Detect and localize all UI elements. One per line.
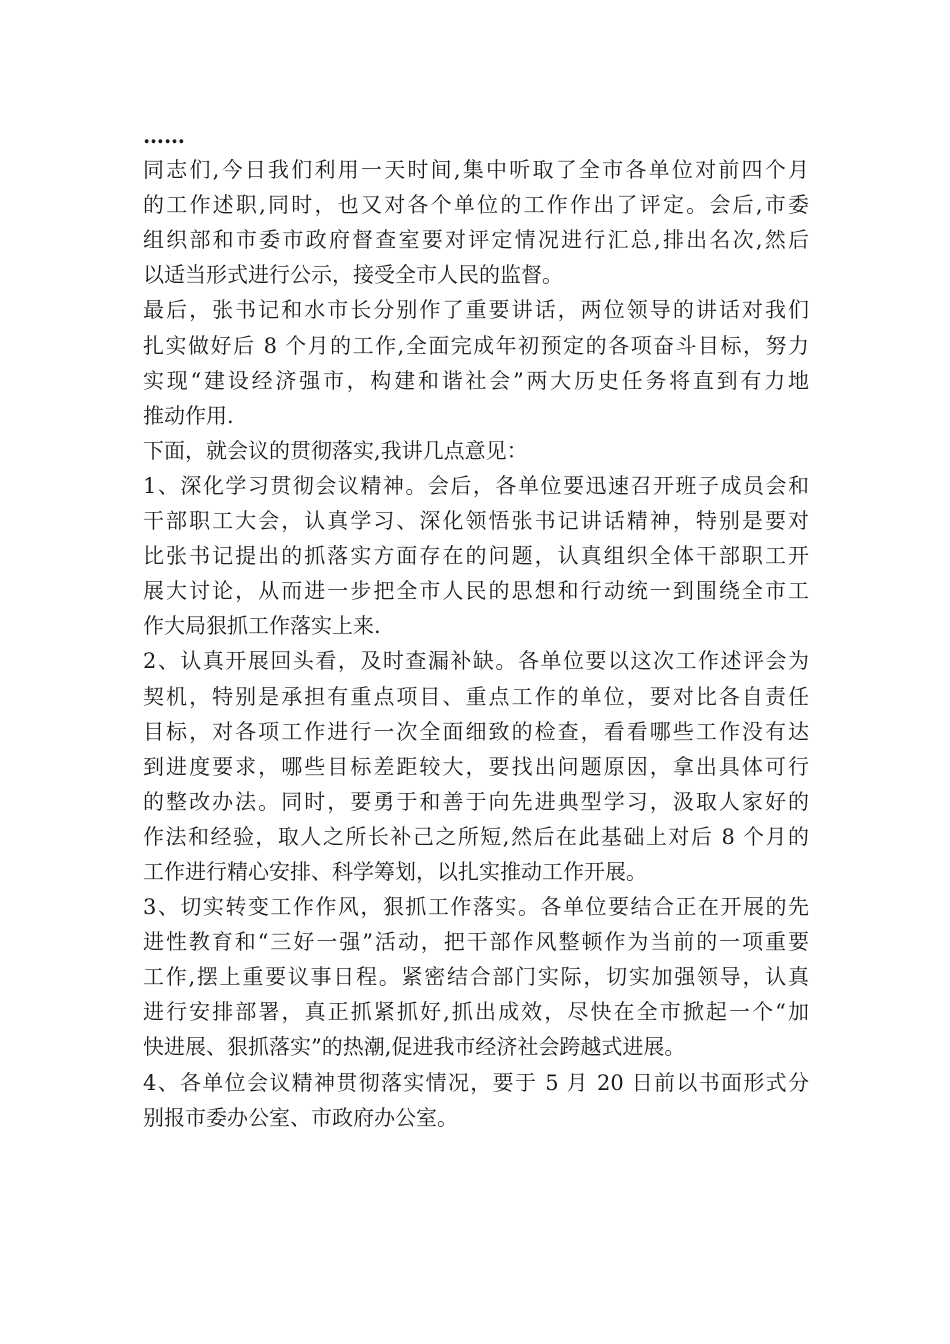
text-line: 实现“建设经济强市，构建和谐社会”两大历史任务将直到有力地 <box>143 368 809 393</box>
text-line: 作大局狠抓工作落实上来. <box>143 614 381 639</box>
text-line: 1、深化学习贯彻会议精神。会后，各单位要迅速召开班子成员会和 <box>143 473 809 498</box>
text-line: 以适当形式进行公示，接受全市人民的监督。 <box>143 263 563 288</box>
text-line: 3、切实转变工作作风，狠抓工作落实。各单位要结合正在开展的先 <box>143 895 809 920</box>
text-line: 快进展、狠抓落实”的热潮,促进我市经济社会跨越式进展。 <box>143 1035 686 1060</box>
text-line: 扎实做好后 8 个月的工作,全面完成年初预定的各项奋斗目标，努力 <box>143 333 809 358</box>
text-line: 最后，张书记和水市长分别作了重要讲话，两位领导的讲话对我们 <box>143 298 809 323</box>
text-line: 进行安排部署，真正抓紧抓好,抓出成效，尽快在全市掀起一个“加 <box>143 1000 809 1025</box>
text-line: 工作,摆上重要议事日程。紧密结合部门实际，切实加强领导，认真 <box>143 965 809 990</box>
text-line: 作法和经验，取人之所长补己之所短,然后在此基础上对后 8 个月的 <box>143 824 809 849</box>
text-line: 的整改办法。同时，要勇于和善于向先进典型学习，汲取人家好的 <box>143 789 809 814</box>
text-line: 下面，就会议的贯彻落实,我讲几点意见： <box>143 438 528 463</box>
text-line: 契机，特别是承担有重点项目、重点工作的单位，要对比各自责任 <box>143 684 809 709</box>
text-line: 推动作用. <box>143 403 234 428</box>
text-line: 4、各单位会议精神贯彻落实情况，要于 5 月 20 日前以书面形式分 <box>143 1070 809 1095</box>
text-line: 目标，对各项工作进行一次全面细致的检查，看看哪些工作没有达 <box>143 719 809 744</box>
text-line: 的工作述职,同时，也又对各个单位的工作作出了评定。会后,市委 <box>143 193 809 218</box>
text-line: 组织部和市委市政府督查室要对评定情况进行汇总,排出名次,然后 <box>143 228 809 253</box>
text-line: 别报市委办公室、市政府办公室。 <box>143 1105 458 1130</box>
text-line: 比张书记提出的抓落实方面存在的问题，认真组织全体干部职工开 <box>143 544 809 569</box>
ellipsis-line: …… <box>143 123 185 148</box>
text-line: 工作进行精心安排、科学筹划，以扎实推动工作开展。 <box>143 859 647 884</box>
text-line: 到进度要求，哪些目标差距较大，要找出问题原因，拿出具体可行 <box>143 754 809 779</box>
text-line: 展大讨论，从而进一步把全市人民的思想和行动统一到围绕全市工 <box>143 579 809 604</box>
document-body <box>143 118 809 1136</box>
text-line: 同志们,今日我们利用一天时间,集中听取了全市各单位对前四个月 <box>143 158 809 183</box>
text-line: 2、认真开展回头看，及时查漏补缺。各单位要以这次工作述评会为 <box>143 649 809 674</box>
text-line: 进性教育和“三好一强”活动，把干部作风整顿作为当前的一项重要 <box>143 930 809 955</box>
text-line: 干部职工大会，认真学习、深化领悟张书记讲话精神，特别是要对 <box>143 509 809 534</box>
